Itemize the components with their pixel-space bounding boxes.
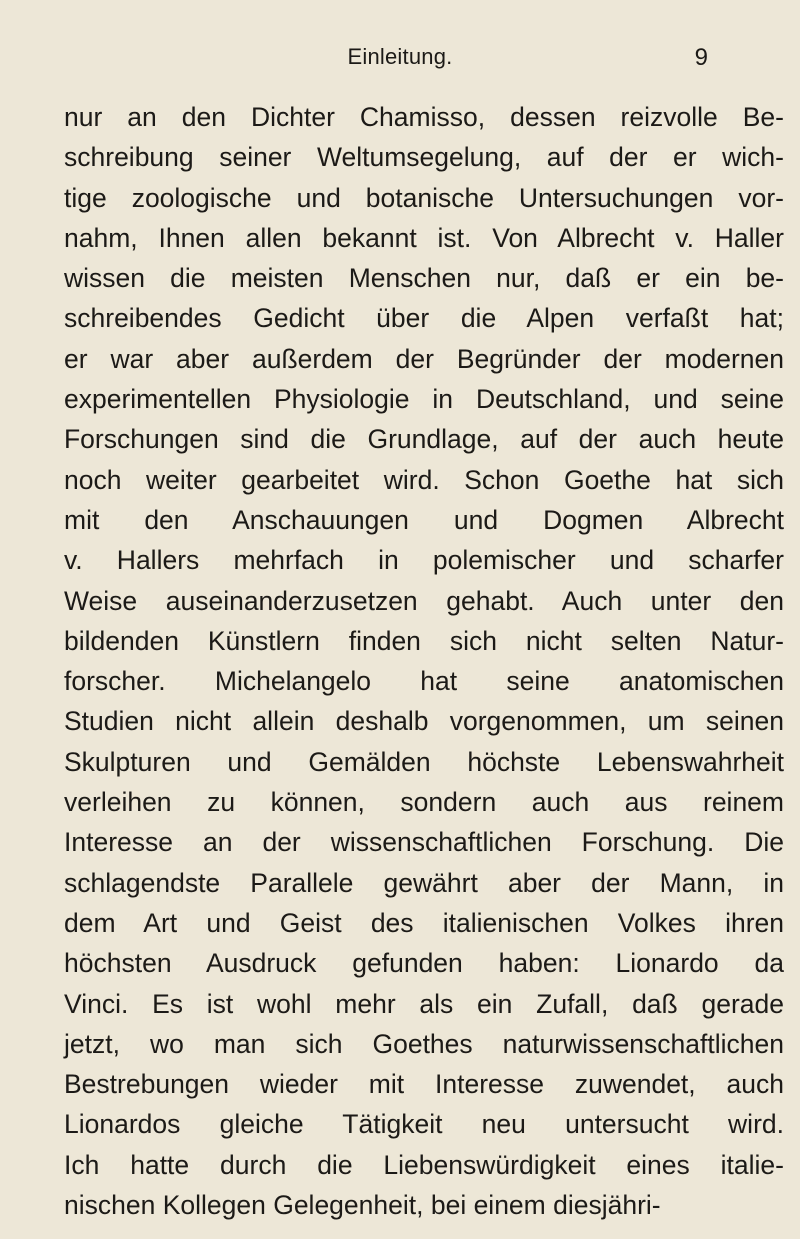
text-line: forscher. Michelangelo hat seine anatomischen [64,666,784,697]
text-line: Lionardos gleiche Tätigkeit neu untersucht wird. [64,1109,784,1140]
text-line: schreibendes Gedicht über die Alpen verfaßt hat; [64,303,784,334]
text-line: nur an den Dichter Chamisso, dessen reizvolle Be- [64,102,784,132]
text-line: nischen Kollegen Gelegenheit, bei einem diesjähri- [64,1190,661,1221]
text-line: Studien nicht allein deshalb vorgenommen, um seinen [64,706,784,737]
text-line: jetzt, wo man sich Goethes naturwissenschaftlichen [64,1028,784,1059]
text-line: noch weiter gearbeitet wird. Schon Goethe hat sich [64,464,784,495]
text-line: Weise auseinanderzusetzen gehabt. Auch unter den [64,585,784,616]
text-line: Interesse an der wissenschaftlichen Forschung. Die [64,827,784,858]
text-line: experimentellen Physiologie in Deutschland, und seine [64,384,784,415]
chapter-title: Einleitung. [347,44,453,69]
text-line: v. Hallers mehrfach in polemischer und scharfer [64,545,784,576]
text-line: Ich hatte durch die Liebenswürdigkeit eines italie- [64,1149,784,1180]
text-line: tige zoologische und botanische Untersuchungen vor- [64,182,784,213]
text-line: wissen die meisten Menschen nur, daß er ein be- [64,263,784,294]
body-text [64,97,784,1225]
text-line: Vinci. Es ist wohl mehr als ein Zufall, daß gerade [64,988,784,1019]
text-line: Bestrebungen wieder mit Interesse zuwendet, auch [64,1069,784,1100]
text-line: dem Art und Geist des italienischen Volkes ihren [64,907,784,938]
text-line: nahm, Ihnen allen bekannt ist. Von Albrecht v. Haller [64,222,784,253]
text-line: bildenden Künstlern finden sich nicht selten Natur- [64,625,784,656]
text-line: er war aber außerdem der Begründer der modernen [64,343,784,374]
text-line: Skulpturen und Gemälden höchste Lebenswahrheit [64,746,784,777]
text-line: höchsten Ausdruck gefunden haben: Lionardo da [64,948,784,979]
running-head [0,44,800,76]
text-line: Forschungen sind die Grundlage, auf der auch heute [64,424,784,455]
text-line: schlagendste Parallele gewährt aber der Mann, in [64,867,784,898]
text-line: schreibung seiner Weltumsegelung, auf der er wich- [64,142,784,173]
page-number: 9 [694,44,708,71]
text-line: verleihen zu können, sondern auch aus reinem [64,787,784,818]
text-line: mit den Anschauungen und Dogmen Albrecht [64,504,784,535]
